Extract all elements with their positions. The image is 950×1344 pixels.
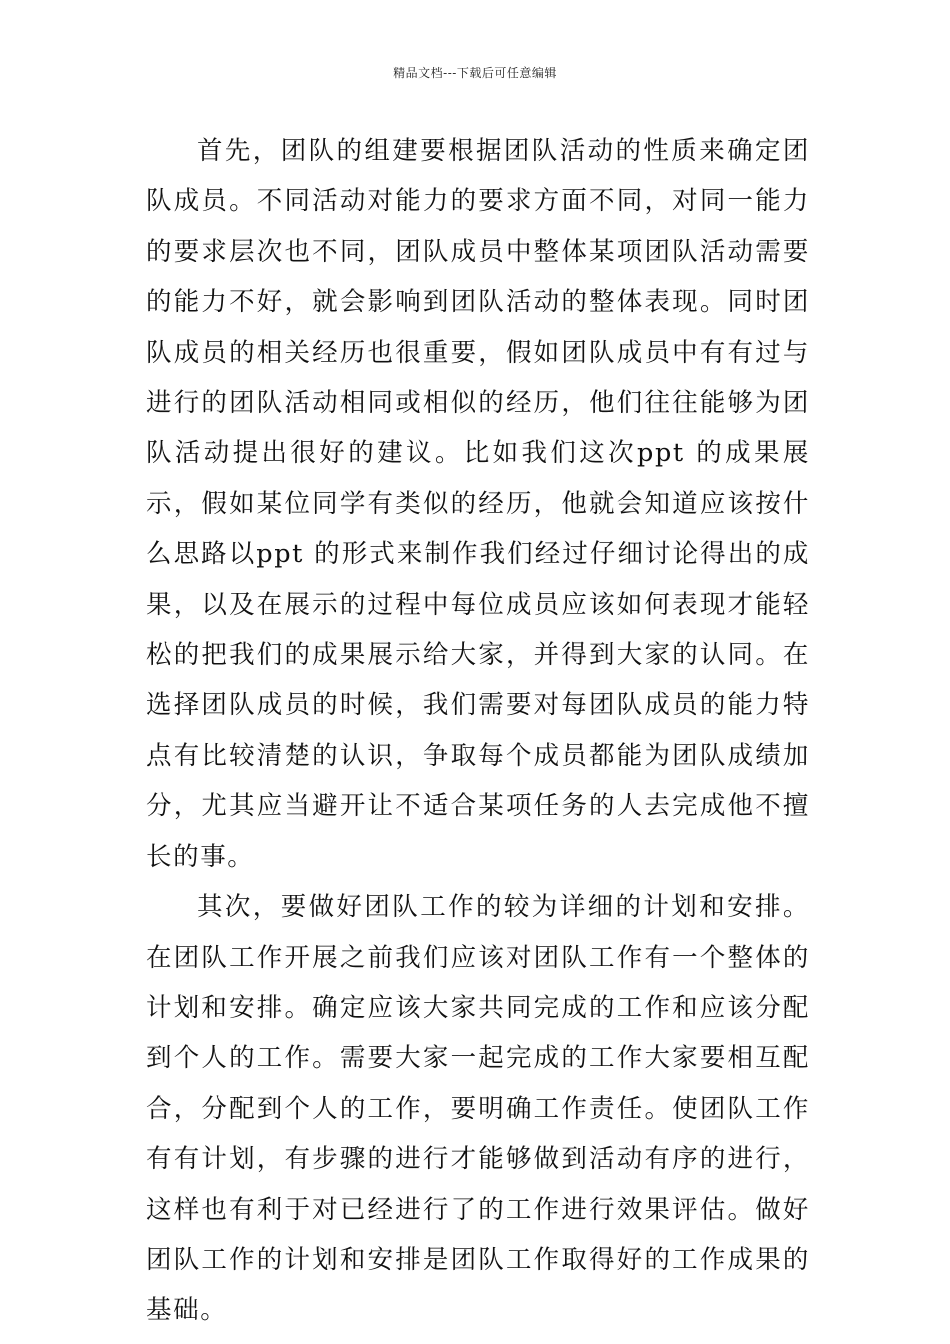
page-header: 精品文档---下载后可任意编辑	[393, 66, 557, 80]
paragraph-team-formation: 首先，团队的组建要根据团队活动的性质来确定团队成员。不同活动对能力的要求方面不同，对同一能力的要求层次也不同，团队成员中整体某项团队活动需要的能力不好，就会影响到团队活动的整体表现。同时团队成员的相关经历也很重要，假如团队成员中有有过与进行的团队活动相同或相似的经历，他们往往能够为团队活动提出很好的建议。比如我们这次ppt 的成果展示，假如某位同学有类似的经历，他就会知道应该按什么思路以ppt 的形式来制作我们经过仔细讨论得出的成果，以及在展示的过程中每位成员应该如何表现才能轻松的把我们的成果展示给大家，并得到大家的认同。在选择团队成员的时候，我们需要对每团队成员的能力特点有比较清楚的认识，争取每个成员都能为团队成绩加分，尤其应当避开让不适合某项任务的人去完成他不擅长的事。	[146, 136, 810, 872]
paragraph-team-planning: 其次，要做好团队工作的较为详细的计划和安排。在团队工作开展之前我们应该对团队工作有一个整体的计划和安排。确定应该大家共同完成的工作和应该分配到个人的工作。需要大家一起完成的工作大家要相互配合，分配到个人的工作，要明确工作责任。使团队工作有有计划，有步骤的进行才能够做到活动有序的进行，这样也有利于对已经进行了的工作进行效果评估。做好团队工作的计划和安排是团队工作取得好的工作成果的基础。	[146, 892, 810, 1326]
document-body	[146, 126, 810, 1336]
